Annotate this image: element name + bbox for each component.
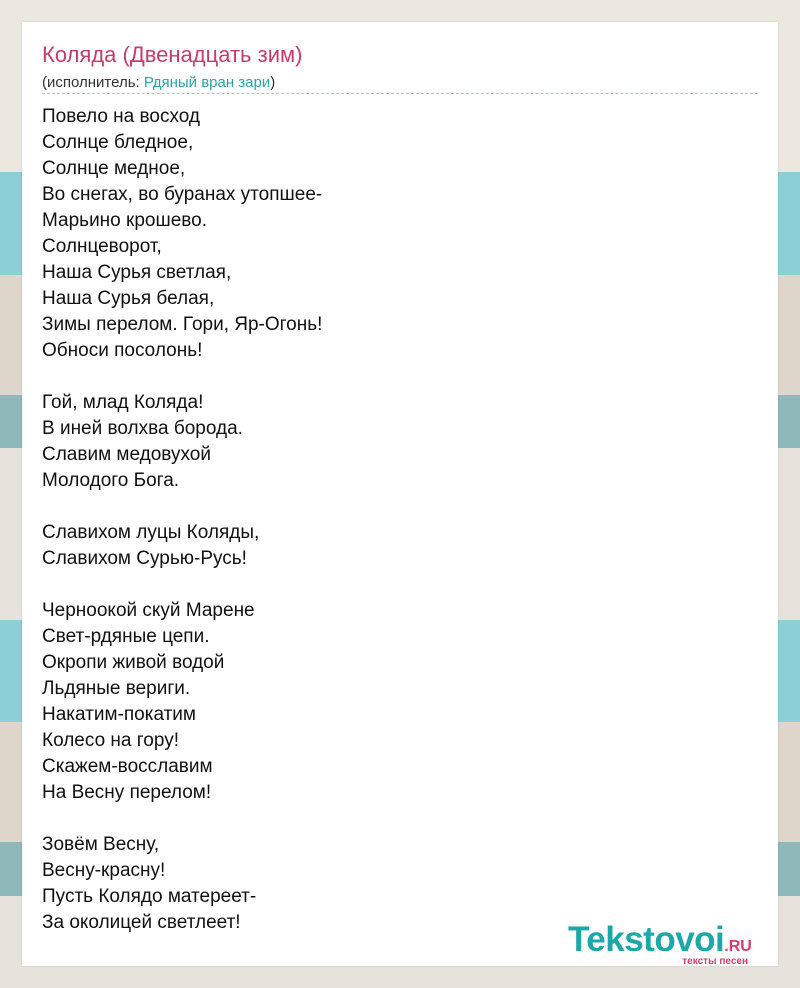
lyrics-line: Славихом луцы Коляды, <box>42 522 260 543</box>
lyrics-line: Гой, млад Коляда! <box>42 392 204 413</box>
lyrics-line: Во снегах, во буранах утопшее- <box>42 184 323 205</box>
lyrics-stanza <box>42 520 322 572</box>
lyrics-line: Пусть Колядо матереет- <box>42 886 257 907</box>
lyrics-line: Окропи живой водой <box>42 652 225 673</box>
lyrics-line: Наша Сурья светлая, <box>42 262 232 283</box>
lyrics-line: Марьино крошево. <box>42 210 208 231</box>
song-title: Коляда (Двенадцать зим) <box>42 42 303 67</box>
lyrics-line: Молодого Бога. <box>42 470 180 491</box>
artist-suffix: ) <box>270 74 276 91</box>
lyrics-text <box>42 104 322 936</box>
logo-tld: .RU <box>724 938 752 955</box>
logo-name: Tekstovoi <box>568 920 725 959</box>
lyrics-line: Славим медовухой <box>42 444 211 465</box>
lyrics-stanza <box>42 598 322 806</box>
lyrics-line: На Весну перелом! <box>42 782 212 803</box>
lyrics-line: Колесо на гору! <box>42 730 179 751</box>
lyrics-line: Скажем-восславим <box>42 756 213 777</box>
lyrics-line: Наша Сурья белая, <box>42 288 215 309</box>
lyrics-line: Солнце медное, <box>42 158 186 179</box>
artist-link[interactable]: Рдяный вран зари <box>143 74 271 91</box>
lyrics-line: Повело на восход <box>42 106 200 127</box>
lyrics-line: Славихом Сурью-Русь! <box>42 548 247 569</box>
lyrics-stanza <box>42 104 322 364</box>
artist-prefix: (исполнитель: <box>42 74 144 91</box>
title-divider <box>42 93 758 94</box>
lyrics-line: В иней волхва борода. <box>42 418 243 439</box>
logo-tagline: тексты песен <box>682 956 748 967</box>
logo-wordmark <box>568 920 752 960</box>
site-logo[interactable] <box>568 920 778 966</box>
lyrics-card <box>22 22 778 966</box>
lyrics-line: Зовём Весну, <box>42 834 160 855</box>
lyrics-line: Зимы перелом. Гори, Яр-Огонь! <box>42 314 323 335</box>
lyrics-line: Обноси посолонь! <box>42 340 203 361</box>
lyrics-line: Черноокой скуй Марене <box>42 600 255 621</box>
lyrics-line: За околицей светлеет! <box>42 912 241 933</box>
lyrics-line: Свет-рдяные цепи. <box>42 626 210 647</box>
artist-line <box>42 74 275 91</box>
lyrics-stanza <box>42 390 322 494</box>
lyrics-stanza <box>42 832 322 936</box>
lyrics-line: Накатим-покатим <box>42 704 196 725</box>
lyrics-line: Льдяные вериги. <box>42 678 191 699</box>
lyrics-line: Весну-красну! <box>42 860 166 881</box>
lyrics-line: Солнце бледное, <box>42 132 194 153</box>
lyrics-line: Солнцеворот, <box>42 236 162 257</box>
